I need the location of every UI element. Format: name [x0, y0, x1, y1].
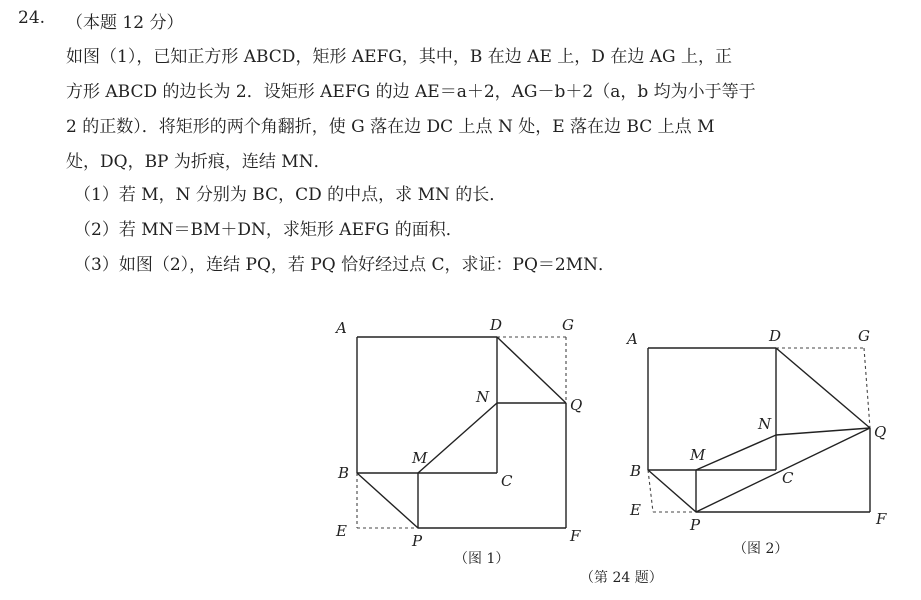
segment-MN — [696, 435, 776, 470]
label-C: C — [782, 469, 794, 487]
label-M: M — [412, 449, 428, 467]
label-F: F — [876, 510, 887, 528]
fold-NQ — [776, 428, 870, 435]
fold-DQ — [497, 337, 566, 403]
stem-line: 如图（1），已知正方形 ABCD，矩形 AEFG，其中，B 在边 AE 上，D 在边 AG 上，正 — [66, 47, 732, 67]
segment-MN — [418, 403, 497, 473]
label-P: P — [690, 516, 701, 534]
figure-1-caption: （图 1） — [454, 551, 510, 567]
dashed-BE — [648, 470, 653, 512]
label-P: P — [412, 532, 423, 550]
dashed-GQ — [864, 348, 870, 428]
stem-line: 方形 ABCD 的边长为 2．设矩形 AEFG 的边 AE＝a＋2，AG－b＋2（a，b 均为小于等于 — [66, 82, 756, 102]
sub-question-2: （2）若 MN＝BM＋DN，求矩形 AEFG 的面积． — [74, 220, 463, 240]
label-B: B — [338, 464, 350, 482]
label-G: G — [858, 327, 870, 345]
label-A: A — [627, 330, 638, 348]
label-D: D — [769, 327, 782, 345]
fold-BP — [648, 470, 696, 512]
label-Q: Q — [570, 396, 583, 414]
label-M: M — [690, 446, 706, 464]
figure-title: （第 24 题） — [580, 570, 663, 586]
label-B: B — [630, 462, 642, 480]
stem-line: 处，DQ，BP 为折痕，连结 MN． — [66, 152, 331, 172]
label-N: N — [476, 388, 490, 406]
label-E: E — [336, 522, 347, 540]
label-C: C — [501, 472, 513, 490]
label-A: A — [336, 319, 347, 337]
figure-1 — [334, 316, 582, 567]
stem-line: 2 的正数）．将矩形的两个角翻折，使 G 落在边 DC 上点 N 处，E 落在边 BC 上点 M — [66, 117, 715, 137]
label-F: F — [570, 527, 581, 545]
sub-question-1: （1）若 M，N 分别为 BC，CD 的中点，求 MN 的长． — [74, 185, 507, 205]
sub-question-3: （3）如图（2），连结 PQ，若 PQ 恰好经过点 C，求证：PQ＝2MN． — [74, 255, 615, 275]
question-number: 24. — [18, 8, 46, 28]
label-E: E — [630, 501, 641, 519]
label-G: G — [562, 316, 574, 334]
label-N: N — [758, 415, 772, 433]
figure-2-caption: （图 2） — [733, 541, 789, 557]
figure-2 — [625, 327, 887, 557]
label-D: D — [490, 316, 503, 334]
fold-BP — [357, 473, 418, 528]
fold-DQ — [776, 348, 870, 428]
label-Q: Q — [874, 423, 887, 441]
question-points: （本题 12 分） — [66, 13, 184, 33]
